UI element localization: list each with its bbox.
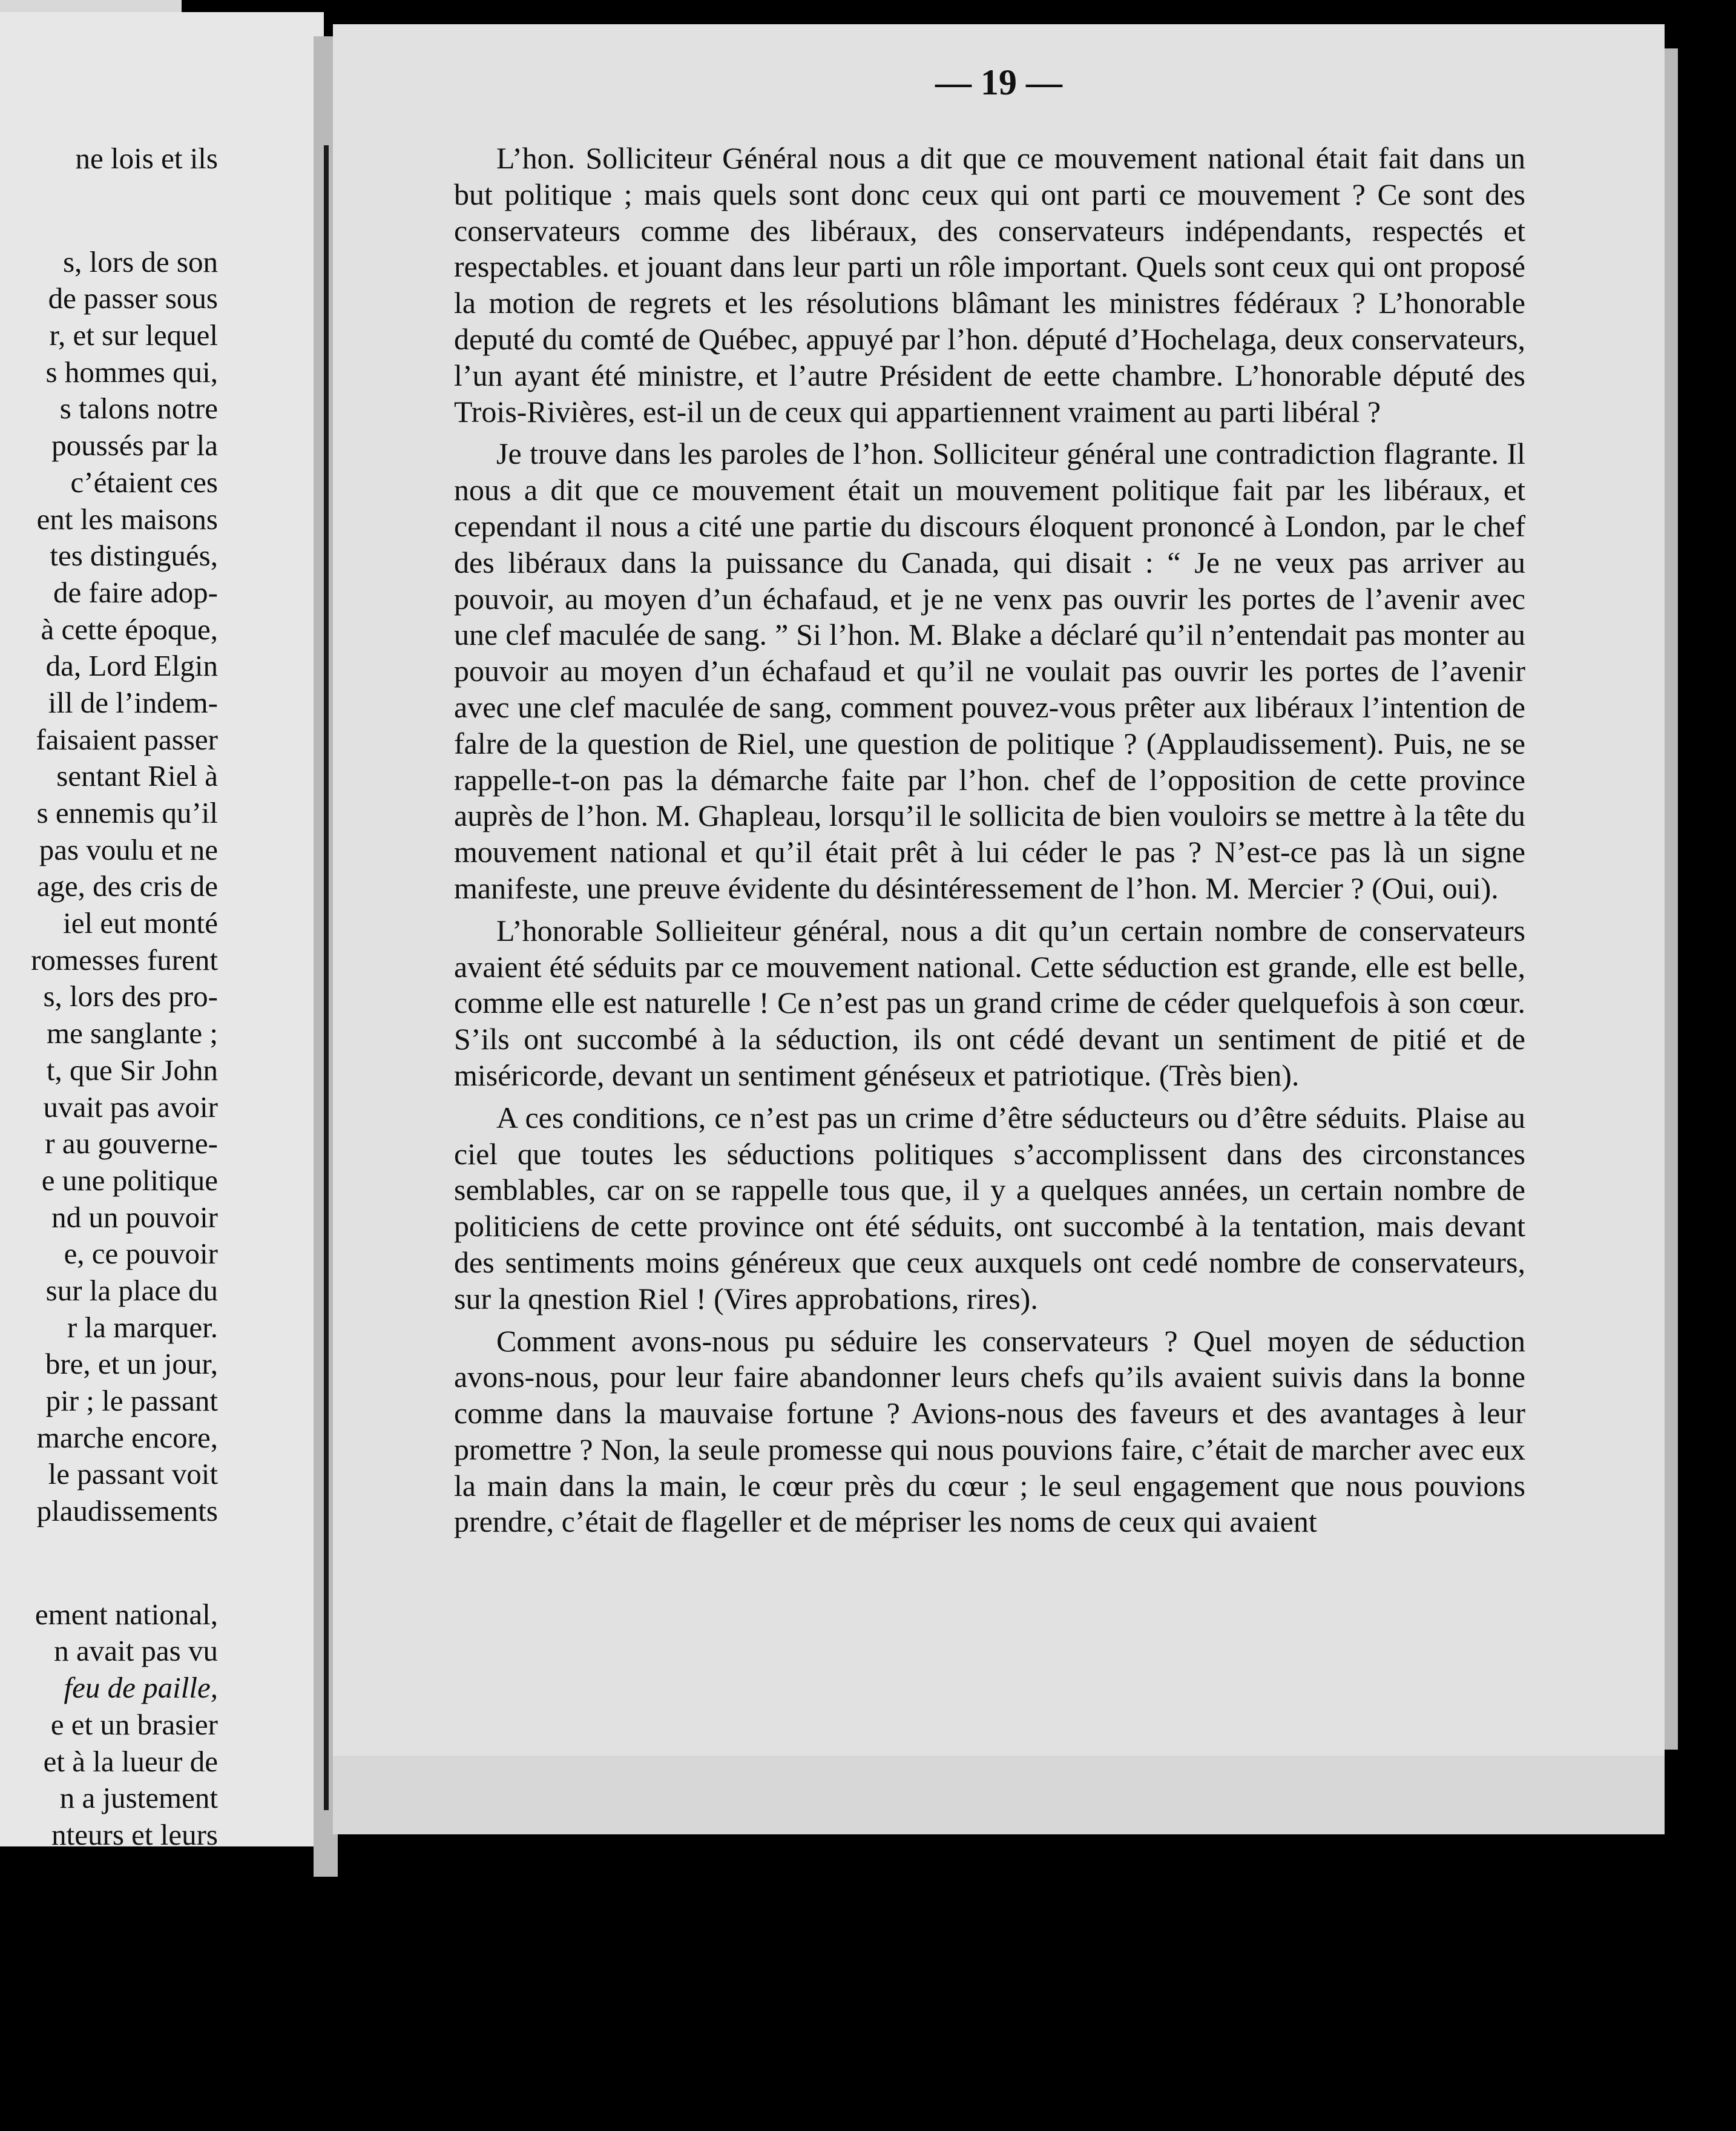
left-page-line: r au gouverne- xyxy=(45,1127,218,1161)
left-page-line: sur la place du xyxy=(45,1273,218,1307)
paragraph: L’hon. Solliciteur Général nous a dit que ce mouvement national était fait dans un but politique ; mais quels sont donc ceux qui ont parti ce mouvement ? Ce sont des conservateurs comme des libéraux, des conservateurs indépendants, respectés et respectables. et jouant dans leur parti un rôle important. Quels sont ceux qui ont proposé la motion de regrets et les résolutions blâmant les ministres fédéraux ? L’honorable deputé du comté de Québec, appuyé par l’hon. député d’Hochelaga, deux conservateurs, l’un ayant été ministre, et l’autre Président de eette chambre. L’honorable député des Trois-Rivières, est-il un de ceux qui appartiennent vraiment au parti libéral ? xyxy=(454,141,1525,429)
left-page-line: r, et sur lequel xyxy=(49,318,218,352)
left-page-line: n avait pas vu xyxy=(54,1634,218,1668)
left-page-line: poussés par la xyxy=(51,429,218,463)
left-page-line: ement national, xyxy=(35,1597,218,1631)
left-page-line: uvait pas avoir xyxy=(43,1090,218,1124)
left-page-line: iel eut monté xyxy=(63,906,218,940)
left-page-line: romesses furent xyxy=(31,943,218,977)
left-page-line: t, que Sir John xyxy=(46,1053,218,1087)
page-bottom-margin xyxy=(333,1756,1665,1834)
corner-mark xyxy=(0,0,182,12)
paragraph: A ces conditions, ce n’est pas un crime d’être séducteurs ou d’être séduits. Plaise au ciel que toutes les séductions politiques s’accomplissent dans des circonstances semblables, car on se rappelle tous que, il y a quelques années, un certain nombre de politiciens de cette province ont été séduits, ont succombé à la tentation, mais devant des sentiments moins généreux que ceux auxquels ont cedé nombre de conservateurs, sur la qnestion Riel ! (Vires approbations, rires). xyxy=(454,1100,1525,1316)
left-page-line: r la marquer. xyxy=(67,1310,218,1344)
left-page-line: c’étaient ces xyxy=(70,465,218,499)
left-page-line: me sanglante ; xyxy=(46,1016,218,1050)
left-page-line xyxy=(0,1530,218,1596)
left-page-line: age, des cris de xyxy=(36,869,218,903)
left-page-line: sentant Riel à xyxy=(56,759,218,793)
left-page-line: pas voulu et ne xyxy=(39,832,218,866)
left-page-line: s, lors des pro- xyxy=(43,980,218,1013)
body-text xyxy=(454,140,1525,1546)
left-page-line: e, ce pouvoir xyxy=(64,1237,218,1271)
left-page-line: n a justement xyxy=(59,1781,218,1815)
left-page-line: ne lois et ils xyxy=(75,142,218,175)
left-page-line: s, lors de son xyxy=(63,245,218,278)
left-page-line: plaudissements xyxy=(36,1494,218,1528)
left-page-line: tes distingués, xyxy=(50,539,218,573)
gutter-fold-line xyxy=(324,145,329,1810)
left-page-text xyxy=(0,140,218,1846)
left-page-line: ill de l’indem- xyxy=(48,685,218,719)
paragraph: L’honorable Sollieiteur général, nous a dit qu’un certain nombre de conservateurs avaient été séduits par ce mouvement national. Cette séduction est grande, elle est belle, comme elle est naturelle ! Ce n’est pas un grand crime de céder quelquefois à son cœur. S’ils ont succombé à la séduction, ils ont cédé devant un sentiment de pitié et de miséricorde, devant un sentiment généseux et patriotique. (Très bien). xyxy=(454,913,1525,1092)
left-page-line: pir ; le passant xyxy=(45,1384,218,1417)
left-page-line xyxy=(0,177,218,244)
page-right-edge xyxy=(1665,48,1678,1750)
left-page-line: de faire adop- xyxy=(53,575,218,609)
left-page-line: da, Lord Elgin xyxy=(45,649,218,683)
left-page-line: nteurs et leurs xyxy=(51,1817,218,1846)
left-page-line: s talons notre xyxy=(59,392,218,426)
left-page-line: bre, et un jour, xyxy=(45,1347,218,1381)
left-page-line: marche encore, xyxy=(36,1420,218,1454)
left-page-line: e et un brasier xyxy=(50,1707,218,1741)
left-page-line: et à la lueur de xyxy=(43,1744,218,1778)
left-page-line: nd un pouvoir xyxy=(51,1200,218,1234)
paragraph: Comment avons-nous pu séduire les conservateurs ? Quel moyen de séduction avons-nous, pour leur faire abandonner leurs chefs qu’ils avaient suivis dans la bonne comme dans la mauvaise fortune ? Avions-nous des faveurs et des avantages à leur promettre ? Non, la seule promesse qui nous pouvions faire, c’était de marcher avec eux la main dans la main, le cœur près du cœur ; le seul engagement que nous pouvions prendre, c’était de flageller et de mépriser les noms de ceux qui avaient xyxy=(454,1323,1525,1539)
page-number: — 19 — xyxy=(935,62,1062,102)
left-page-line: e une politique xyxy=(41,1163,218,1197)
left-page-line: feu de paille, xyxy=(64,1671,218,1705)
left-page-line: faisaient passer xyxy=(36,722,218,756)
paragraph: Je trouve dans les paroles de l’hon. Solliciteur général une contradiction flagrante. Il nous a dit que ce mouvement était un mouvement politique fait par les libéraux, et cependant il nous a cité une partie du discours éloquent prononcé à London, par le chef des libéraux dans la puissance du Canada, qui disait : “ Je ne veux pas arriver au pouvoir, au moyen d’un échafaud, et je ne venx pas ouvrir les portes de l’avenir avec une clef maculée de sang. ” Si l’hon. M. Blake a déclaré qu’il n’entendait pas monter au pouvoir au moyen d’un échafaud et qu’il ne voulait pas ouvrir les portes de l’avenir avec une clef maculée de sang, comment pouvez-vous prêter aux libéraux l’intention de falre de la question de Riel, une question de politique ? (Applaudissement). Puis, ne se rappelle-t-on pas la démarche faite par l’hon. chef de l’opposition de cette province auprès de l’hon. M. Ghapleau, lorsqu’il le sollicita de bien vouloirs se mettre à la tête du mouvement national et qu’il était prêt à lui céder le pas ? N’est-ce pas là un signe manifeste, une preuve évidente du désintéressement de l’hon. M. Mercier ? (Oui, oui). xyxy=(454,436,1525,905)
left-page-line: le passant voit xyxy=(48,1457,218,1491)
left-page-line: de passer sous xyxy=(48,282,218,315)
left-facing-page xyxy=(0,12,324,1846)
left-page-line: s hommes qui, xyxy=(45,355,218,389)
left-page-line: à cette époque, xyxy=(41,612,218,646)
left-page-line: s ennemis qu’il xyxy=(36,796,218,829)
left-page-line: ent les maisons xyxy=(36,502,218,536)
